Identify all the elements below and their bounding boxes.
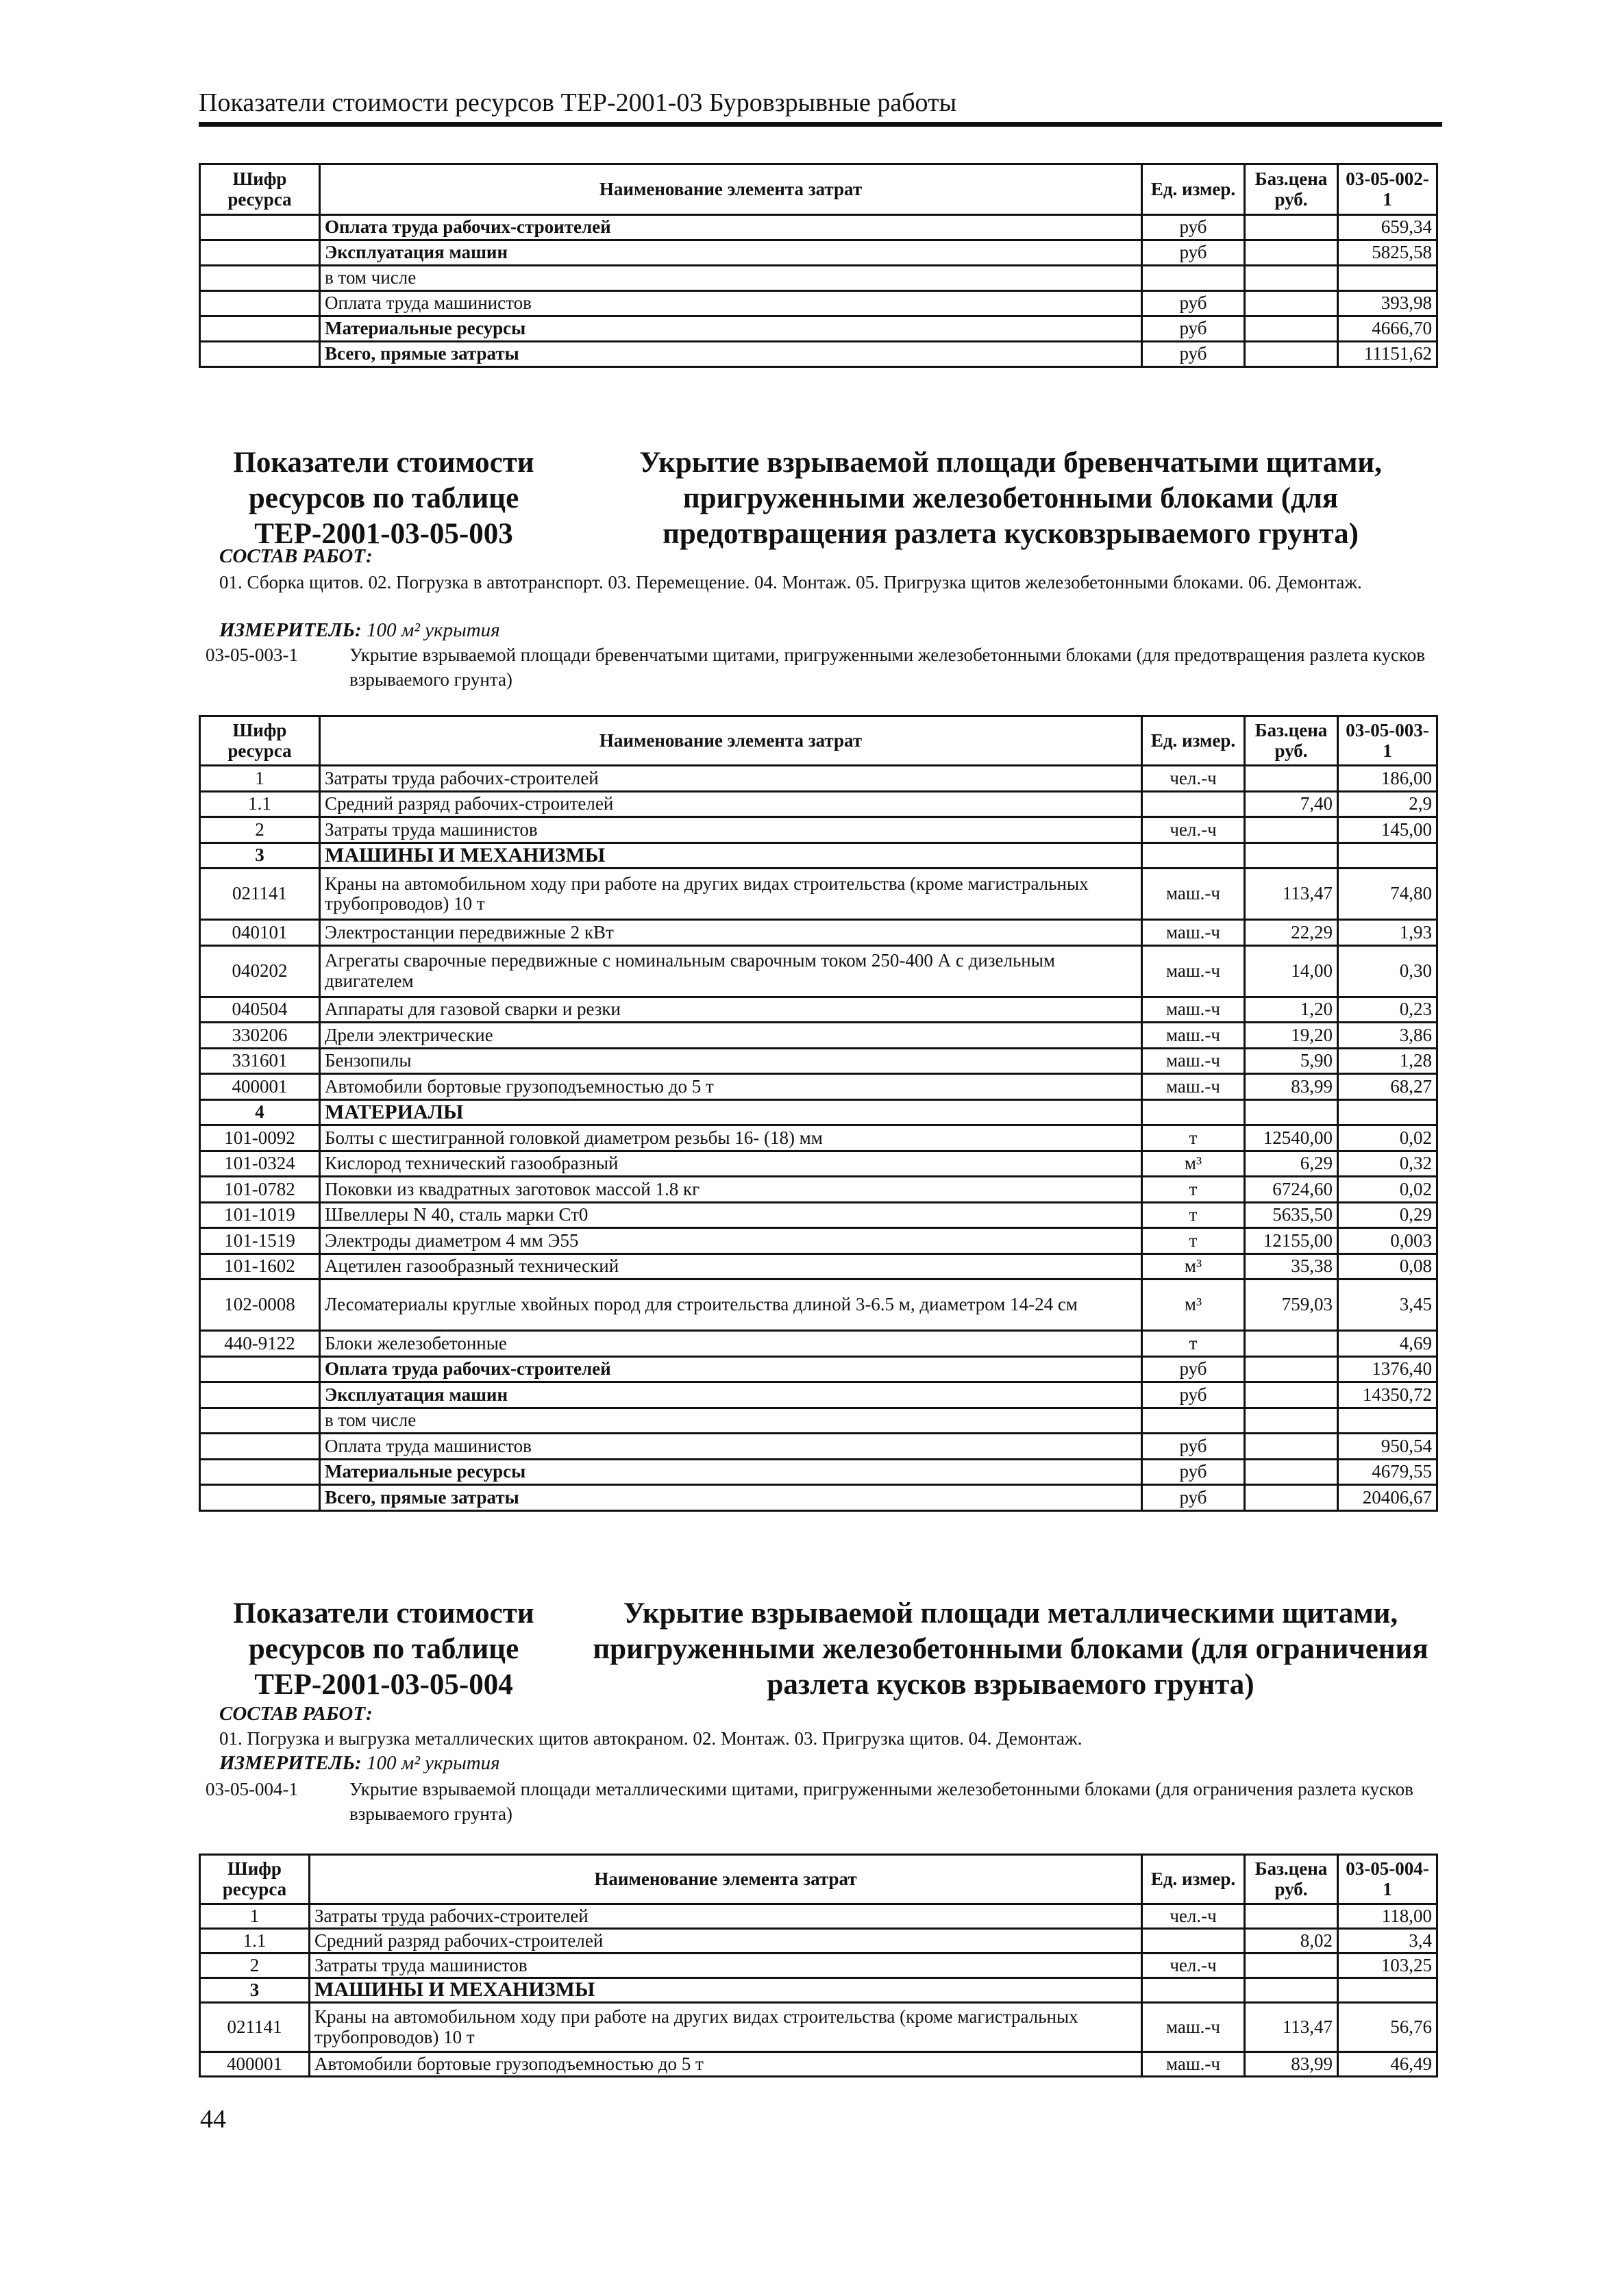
table-row: [200, 1074, 1437, 1100]
code-cell: [200, 266, 320, 291]
name-cell: Всего, прямые затраты: [320, 342, 1142, 367]
name-cell: Электроды диаметром 4 мм Э55: [320, 1228, 1142, 1254]
block1-title-right: Укрытие взрываемой площади бревенчатыми щитами, пригруженными железобетонными блоками (для предотвращения разлета кусковзрываемого грунта): [639, 447, 1382, 550]
price-cell: 1,20: [1245, 997, 1338, 1023]
name-cell: Оплата труда машинистов: [320, 1434, 1142, 1460]
block1-meter-label: ИЗМЕРИТЕЛЬ:: [219, 619, 362, 641]
name-cell: Оплата труда рабочих-строителей: [320, 1356, 1142, 1382]
code-cell: [200, 1485, 320, 1511]
value-cell: 14350,72: [1338, 1382, 1437, 1408]
value-cell: 393,98: [1338, 291, 1437, 316]
value-cell: [1338, 843, 1437, 869]
col-header-code: Шифр ресурса: [200, 716, 320, 766]
price-cell: 35,38: [1245, 1253, 1338, 1280]
table-row: [200, 1253, 1437, 1280]
price-cell: 83,99: [1245, 2052, 1338, 2077]
price-cell: [1245, 266, 1338, 291]
table-row: [200, 791, 1437, 817]
price-cell: [1245, 1382, 1338, 1408]
value-cell: 0,32: [1338, 1151, 1437, 1177]
code-cell: 040202: [200, 945, 320, 997]
price-cell: 22,29: [1245, 920, 1338, 946]
name-cell: Поковки из квадратных заготовок массой 1.8 кг: [320, 1177, 1142, 1203]
name-cell: Кислород технический газообразный: [320, 1151, 1142, 1177]
price-cell: [1245, 817, 1338, 843]
block2-title-left: Показатели стоимости ресурсов по таблице ТЕР-2001-03-05-004: [233, 1597, 534, 1701]
unit-cell: [1142, 1978, 1245, 2003]
code-cell: 440-9122: [200, 1331, 320, 1357]
value-cell: 0,003: [1338, 1228, 1437, 1254]
value-cell: 68,27: [1338, 1074, 1437, 1100]
name-cell: Эксплуатация машин: [320, 240, 1142, 266]
unit-cell: маш.-ч: [1142, 945, 1245, 997]
code-cell: [200, 342, 320, 367]
col-header-price: Баз.цена руб.: [1245, 164, 1338, 215]
price-cell: 12540,00: [1245, 1125, 1338, 1151]
table-row: [200, 1023, 1437, 1049]
unit-cell: м³: [1142, 1253, 1245, 1280]
code-cell: 400001: [200, 1074, 320, 1100]
table-row: [200, 920, 1437, 946]
table-row: [200, 1978, 1437, 2003]
code-cell: 101-0092: [200, 1125, 320, 1151]
table-row: [200, 342, 1437, 367]
price-cell: [1245, 1408, 1338, 1434]
code-cell: [200, 1356, 320, 1382]
unit-cell: руб: [1142, 240, 1245, 266]
code-cell: 101-0324: [200, 1151, 320, 1177]
col-header-price: Баз.цена руб.: [1245, 1855, 1338, 1904]
name-cell: Электростанции передвижные 2 кВт: [320, 920, 1142, 946]
block1-meter: [219, 619, 500, 642]
price-cell: 5,90: [1245, 1048, 1338, 1074]
col-header-id: 03-05-002-1: [1338, 164, 1437, 215]
value-cell: 118,00: [1338, 1904, 1437, 1929]
table-row: [200, 291, 1437, 316]
value-cell: 0,29: [1338, 1202, 1437, 1228]
price-cell: [1245, 1356, 1338, 1382]
unit-cell: [1142, 266, 1245, 291]
block1-item-text: Укрытие взрываемой площади бревенчатыми щитами, пригруженными железобетонными блоками (для предотвращения разлета кусков взрываемого грунта): [349, 645, 1426, 690]
table-row: [200, 1048, 1437, 1074]
col-header-id: 03-05-003-1: [1338, 716, 1437, 766]
table-row: [200, 1904, 1437, 1929]
price-cell: [1245, 240, 1338, 266]
table-row: [200, 997, 1437, 1023]
price-cell: 113,47: [1245, 2003, 1338, 2052]
name-cell: Дрели электрические: [320, 1023, 1142, 1049]
value-cell: 3,45: [1338, 1280, 1437, 1331]
code-cell: [200, 316, 320, 342]
page-number: 44: [200, 2105, 226, 2134]
price-cell: 6724,60: [1245, 1177, 1338, 1203]
table-row: [200, 869, 1437, 920]
name-cell: Блоки железобетонные: [320, 1331, 1142, 1357]
table-row: [200, 1954, 1437, 1978]
table-row: [200, 1408, 1437, 1434]
name-cell: Агрегаты сварочные передвижные с номинальным сварочным током 250-400 А с дизельным двигателем: [320, 945, 1142, 997]
code-cell: 102-0008: [200, 1280, 320, 1331]
price-cell: [1245, 291, 1338, 316]
unit-cell: т: [1142, 1177, 1245, 1203]
name-cell: Затраты труда машинистов: [320, 817, 1142, 843]
value-cell: 0,08: [1338, 1253, 1437, 1280]
table-row: [200, 1434, 1437, 1460]
page-header: Показатели стоимости ресурсов ТЕР-2001-03 Буровзрывные работы: [199, 88, 1442, 127]
unit-cell: [1142, 1408, 1245, 1434]
code-cell: [200, 1459, 320, 1485]
name-cell: Затраты труда рабочих-строителей: [320, 766, 1142, 792]
price-cell: 5635,50: [1245, 1202, 1338, 1228]
unit-cell: [1142, 791, 1245, 817]
block2-meter-label: ИЗМЕРИТЕЛЬ:: [219, 1752, 362, 1774]
block2-item-text: Укрытие взрываемой площади металлическими щитами, пригруженными железобетонными блоками (для ограничения разлета кусков взрываемого грунта): [349, 1779, 1413, 1824]
price-cell: [1245, 843, 1338, 869]
code-cell: 331601: [200, 1048, 320, 1074]
price-cell: [1245, 1904, 1338, 1929]
code-cell: 2: [200, 1954, 310, 1978]
value-cell: 1,93: [1338, 920, 1437, 946]
table-row: [200, 2003, 1437, 2052]
unit-cell: маш.-ч: [1142, 869, 1245, 920]
code-cell: 1: [200, 766, 320, 792]
col-header-name: Наименование элемента затрат: [310, 1855, 1142, 1904]
unit-cell: руб: [1142, 291, 1245, 316]
unit-cell: [1142, 843, 1245, 869]
code-cell: [200, 240, 320, 266]
price-cell: 83,99: [1245, 1074, 1338, 1100]
unit-cell: т: [1142, 1331, 1245, 1357]
value-cell: 56,76: [1338, 2003, 1437, 2052]
block2-item: [206, 1777, 1432, 1826]
value-cell: 5825,58: [1338, 240, 1437, 266]
block1-meter-value: 100 м² укрытия: [366, 619, 500, 641]
value-cell: 0,30: [1338, 945, 1437, 997]
table-row: [200, 266, 1437, 291]
table-row: [200, 1151, 1437, 1177]
price-cell: [1245, 1485, 1338, 1511]
name-cell: Средний разряд рабочих-строителей: [310, 1929, 1142, 1954]
table-row: [200, 1177, 1437, 1203]
price-cell: 759,03: [1245, 1280, 1338, 1331]
code-cell: 4: [200, 1099, 320, 1125]
table-row: [200, 843, 1437, 869]
unit-cell: руб: [1142, 215, 1245, 240]
unit-cell: маш.-ч: [1142, 1023, 1245, 1049]
name-cell: Всего, прямые затраты: [320, 1485, 1142, 1511]
unit-cell: [1142, 1099, 1245, 1125]
unit-cell: руб: [1142, 1485, 1245, 1511]
code-cell: 021141: [200, 2003, 310, 2052]
name-cell: Эксплуатация машин: [320, 1382, 1142, 1408]
col-header-unit: Ед. измер.: [1142, 716, 1245, 766]
price-cell: [1245, 766, 1338, 792]
table-row: [200, 1331, 1437, 1357]
value-cell: 74,80: [1338, 869, 1437, 920]
col-header-id: 03-05-004-1: [1338, 1855, 1437, 1904]
price-cell: 12155,00: [1245, 1228, 1338, 1254]
name-cell: Аппараты для газовой сварки и резки: [320, 997, 1142, 1023]
table-row: [200, 1382, 1437, 1408]
unit-cell: маш.-ч: [1142, 997, 1245, 1023]
name-cell: МАШИНЫ И МЕХАНИЗМЫ: [310, 1978, 1142, 2003]
name-cell: Оплата труда машинистов: [320, 291, 1142, 316]
block1-title-left: Показатели стоимости ресурсов по таблице ТЕР-2001-03-05-003: [233, 447, 534, 550]
code-cell: 101-1019: [200, 1202, 320, 1228]
table-row: [200, 215, 1437, 240]
resource-table-03-05-004: [199, 1854, 1438, 2077]
table-row: [200, 1459, 1437, 1485]
value-cell: 103,25: [1338, 1954, 1437, 1978]
unit-cell: чел.-ч: [1142, 817, 1245, 843]
value-cell: 46,49: [1338, 2052, 1437, 2077]
block2-work-label: СОСТАВ РАБОТ:: [219, 1703, 373, 1725]
table-row: [200, 240, 1437, 266]
table-row: [200, 1099, 1437, 1125]
name-cell: Краны на автомобильном ходу при работе на других видах строительства (кроме магистральных трубопроводов) 10 т: [320, 869, 1142, 920]
value-cell: 0,02: [1338, 1125, 1437, 1151]
code-cell: [200, 215, 320, 240]
code-cell: 3: [200, 1978, 310, 2003]
unit-cell: [1142, 1929, 1245, 1954]
name-cell: в том числе: [320, 1408, 1142, 1434]
block2-work-text: 01. Погрузка и выгрузка металлических щитов автокраном. 02. Монтаж. 03. Пригрузка щитов. 04. Демонтаж.: [219, 1728, 1083, 1749]
value-cell: [1338, 266, 1437, 291]
code-cell: 1.1: [200, 1929, 310, 1954]
code-cell: 101-0782: [200, 1177, 320, 1203]
code-cell: 400001: [200, 2052, 310, 2077]
block1-work-label: СОСТАВ РАБОТ:: [219, 545, 373, 567]
col-header-unit: Ед. измер.: [1142, 1855, 1245, 1904]
code-cell: 1: [200, 1904, 310, 1929]
price-cell: [1245, 1099, 1338, 1125]
table-row: [200, 817, 1437, 843]
unit-cell: т: [1142, 1202, 1245, 1228]
table-row: [200, 766, 1437, 792]
price-cell: [1245, 1434, 1338, 1460]
code-cell: 021141: [200, 869, 320, 920]
unit-cell: чел.-ч: [1142, 1954, 1245, 1978]
value-cell: 659,34: [1338, 215, 1437, 240]
value-cell: 4666,70: [1338, 316, 1437, 342]
code-cell: 040504: [200, 997, 320, 1023]
price-cell: [1245, 1331, 1338, 1357]
price-cell: 19,20: [1245, 1023, 1338, 1049]
price-cell: [1245, 316, 1338, 342]
unit-cell: маш.-ч: [1142, 920, 1245, 946]
unit-cell: т: [1142, 1125, 1245, 1151]
name-cell: Оплата труда рабочих-строителей: [320, 215, 1142, 240]
name-cell: МАШИНЫ И МЕХАНИЗМЫ: [320, 843, 1142, 869]
value-cell: 3,86: [1338, 1023, 1437, 1049]
table-row: [200, 1228, 1437, 1254]
value-cell: 4679,55: [1338, 1459, 1437, 1485]
unit-cell: м³: [1142, 1151, 1245, 1177]
value-cell: 2,9: [1338, 791, 1437, 817]
table-row: [200, 1929, 1437, 1954]
name-cell: Затраты труда рабочих-строителей: [310, 1904, 1142, 1929]
value-cell: [1338, 1099, 1437, 1125]
price-cell: [1245, 1978, 1338, 2003]
block2-title: [199, 1596, 1439, 1706]
block1-title: [199, 445, 1439, 555]
resource-table-03-05-003: [199, 715, 1438, 1512]
value-cell: 1376,40: [1338, 1356, 1437, 1382]
unit-cell: чел.-ч: [1142, 766, 1245, 792]
value-cell: 11151,62: [1338, 342, 1437, 367]
code-cell: [200, 291, 320, 316]
unit-cell: маш.-ч: [1142, 2003, 1245, 2052]
value-cell: 3,4: [1338, 1929, 1437, 1954]
name-cell: Материальные ресурсы: [320, 1459, 1142, 1485]
code-cell: 2: [200, 817, 320, 843]
name-cell: Бензопилы: [320, 1048, 1142, 1074]
block1-work-text: 01. Сборка щитов. 02. Погрузка в автотранспорт. 03. Перемещение. 04. Монтаж. 05. Пригрузка щитов железобетонными блоками. 06. Демонтаж.: [219, 572, 1362, 592]
price-cell: 8,02: [1245, 1929, 1338, 1954]
col-header-name: Наименование элемента затрат: [320, 716, 1142, 766]
price-cell: 7,40: [1245, 791, 1338, 817]
value-cell: 0,02: [1338, 1177, 1437, 1203]
unit-cell: руб: [1142, 1356, 1245, 1382]
value-cell: 0,23: [1338, 997, 1437, 1023]
table-row: [200, 1485, 1437, 1511]
col-header-unit: Ед. измер.: [1142, 164, 1245, 215]
block1-item-code: 03-05-003-1: [206, 645, 298, 665]
price-cell: [1245, 215, 1338, 240]
unit-cell: маш.-ч: [1142, 2052, 1245, 2077]
code-cell: [200, 1382, 320, 1408]
unit-cell: чел.-ч: [1142, 1904, 1245, 1929]
unit-cell: руб: [1142, 1434, 1245, 1460]
code-cell: 101-1602: [200, 1253, 320, 1280]
value-cell: 20406,67: [1338, 1485, 1437, 1511]
table-row: [200, 1125, 1437, 1151]
value-cell: [1338, 1978, 1437, 2003]
table-row: [200, 1280, 1437, 1331]
table-row: [200, 945, 1437, 997]
price-cell: 6,29: [1245, 1151, 1338, 1177]
col-header-code: Шифр ресурса: [200, 1855, 310, 1904]
name-cell: в том числе: [320, 266, 1142, 291]
code-cell: 3: [200, 843, 320, 869]
col-header-code: Шифр ресурса: [200, 164, 320, 215]
block2-meter-value: 100 м² укрытия: [366, 1752, 500, 1774]
name-cell: Автомобили бортовые грузоподъемностью до 5 т: [310, 2052, 1142, 2077]
unit-cell: руб: [1142, 1459, 1245, 1485]
col-header-price: Баз.цена руб.: [1245, 716, 1338, 766]
name-cell: Средний разряд рабочих-строителей: [320, 791, 1142, 817]
value-cell: 186,00: [1338, 766, 1437, 792]
unit-cell: руб: [1142, 316, 1245, 342]
name-cell: Затраты труда машинистов: [310, 1954, 1142, 1978]
value-cell: 145,00: [1338, 817, 1437, 843]
table-row: [200, 1356, 1437, 1382]
code-cell: 330206: [200, 1023, 320, 1049]
name-cell: Швеллеры N 40, сталь марки Ст0: [320, 1202, 1142, 1228]
block2-title-right: Укрытие взрываемой площади металлическими щитами, пригруженными железобетонными блоками (для ограничения разлета кусков взрываемого грунта): [593, 1597, 1428, 1701]
value-cell: 1,28: [1338, 1048, 1437, 1074]
col-header-name: Наименование элемента затрат: [320, 164, 1142, 215]
price-cell: [1245, 1459, 1338, 1485]
name-cell: Автомобили бортовые грузоподъемностью до 5 т: [320, 1074, 1142, 1100]
code-cell: 040101: [200, 920, 320, 946]
name-cell: МАТЕРИАЛЫ: [320, 1099, 1142, 1125]
unit-cell: маш.-ч: [1142, 1048, 1245, 1074]
name-cell: Ацетилен газообразный технический: [320, 1253, 1142, 1280]
block1-item: [206, 642, 1432, 692]
name-cell: Материальные ресурсы: [320, 316, 1142, 342]
code-cell: [200, 1408, 320, 1434]
block2-item-code: 03-05-004-1: [206, 1779, 298, 1799]
block2-meter: [219, 1752, 500, 1775]
table-row: [200, 1202, 1437, 1228]
unit-cell: руб: [1142, 1382, 1245, 1408]
table-row: [200, 2052, 1437, 2077]
value-cell: 4,69: [1338, 1331, 1437, 1357]
code-cell: 1.1: [200, 791, 320, 817]
value-cell: 950,54: [1338, 1434, 1437, 1460]
price-cell: 14,00: [1245, 945, 1338, 997]
name-cell: Болты с шестигранной головкой диаметром резьбы 16- (18) мм: [320, 1125, 1142, 1151]
name-cell: Лесоматериалы круглые хвойных пород для строительства длиной 3-6.5 м, диаметром 14-24 см: [320, 1280, 1142, 1331]
price-cell: 113,47: [1245, 869, 1338, 920]
price-cell: [1245, 342, 1338, 367]
unit-cell: маш.-ч: [1142, 1074, 1245, 1100]
unit-cell: м³: [1142, 1280, 1245, 1331]
code-cell: 101-1519: [200, 1228, 320, 1254]
table-row: [200, 316, 1437, 342]
price-cell: [1245, 1954, 1338, 1978]
unit-cell: т: [1142, 1228, 1245, 1254]
unit-cell: руб: [1142, 342, 1245, 367]
code-cell: [200, 1434, 320, 1460]
resource-table-03-05-002: [199, 163, 1438, 368]
value-cell: [1338, 1408, 1437, 1434]
name-cell: Краны на автомобильном ходу при работе на других видах строительства (кроме магистральных трубопроводов) 10 т: [310, 2003, 1142, 2052]
